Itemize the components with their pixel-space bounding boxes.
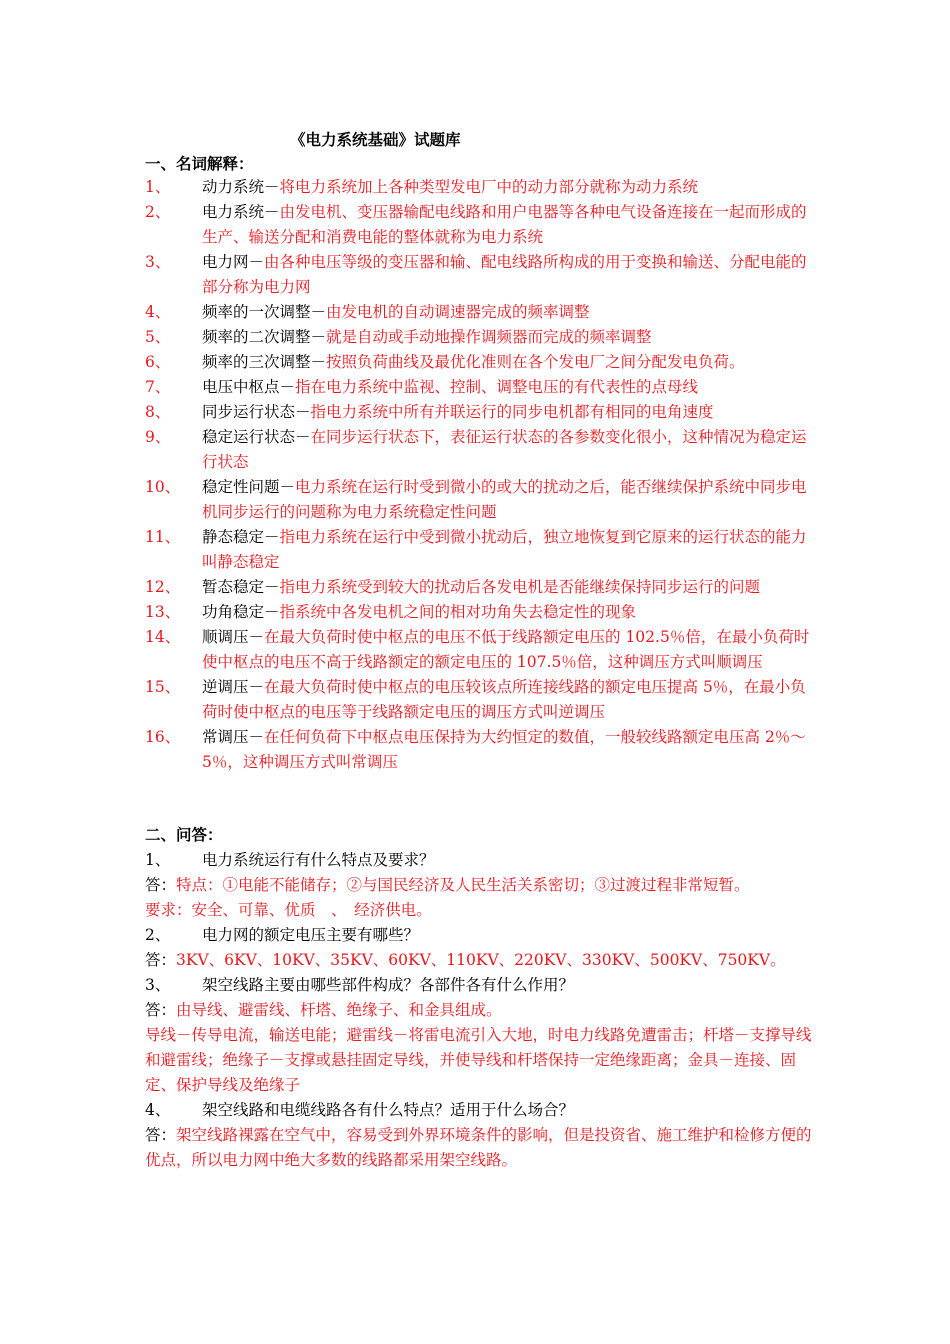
definition-item — [145, 175, 815, 200]
question-number: 1、 — [145, 851, 171, 869]
item-definition: 指电力系统中所有并联运行的同步电机都有相同的电角速度 — [310, 403, 714, 421]
item-number: 6、 — [145, 353, 171, 371]
definition-item — [145, 425, 815, 475]
item-term: 频率的三次调整－ — [202, 353, 327, 371]
answer-2 — [145, 948, 815, 973]
definition-item — [145, 325, 815, 350]
item-definition: 电力系统在运行时受到微小的或大的扰动之后，能否继续保护系统中同步电机同步运行的问题称为电力系统稳定性问题 — [202, 478, 807, 521]
item-body — [202, 400, 815, 425]
item-body — [202, 600, 815, 625]
answer-text: 由导线、避雷线、杆塔、绝缘子、和金具组成。 — [176, 1001, 502, 1019]
item-term: 电力系统－ — [202, 203, 280, 221]
question-3 — [145, 973, 815, 998]
item-body — [202, 175, 815, 200]
question-1 — [145, 848, 815, 873]
answer-text: 架空线路裸露在空气中，容易受到外界环境条件的影响，但是投资省、施工维护和检修方便的优点，所以电力网中绝大多数的线路都采用架空线路。 — [145, 1126, 812, 1169]
item-number: 13、 — [145, 603, 181, 621]
definition-item — [145, 350, 815, 375]
item-term: 静态稳定－ — [202, 528, 280, 546]
item-definition: 将电力系统加上各种类型发电厂中的动力部分就称为动力系统 — [279, 178, 699, 196]
definition-item — [145, 675, 815, 725]
item-number: 8、 — [145, 403, 171, 421]
item-body — [202, 250, 815, 300]
definition-item — [145, 250, 815, 300]
page-title: 《电力系统基础》试题库 — [290, 130, 461, 149]
question-number: 2、 — [145, 926, 171, 944]
answer-prefix: 答： — [145, 951, 177, 969]
question-text: 电力网的额定电压主要有哪些？ — [202, 926, 420, 944]
item-number: 15、 — [145, 678, 181, 696]
question-text: 电力系统运行有什么特点及要求？ — [202, 851, 435, 869]
question-4 — [145, 1098, 815, 1123]
item-number: 9、 — [145, 428, 171, 446]
item-definition: 按照负荷曲线及最优化准则在各个发电厂之间分配发电负荷。 — [326, 353, 745, 371]
item-term: 频率的一次调整－ — [202, 303, 327, 321]
item-body — [202, 350, 815, 375]
item-term: 稳定运行状态－ — [202, 428, 311, 446]
item-number: 14、 — [145, 628, 181, 646]
answer-prefix: 答： — [145, 876, 177, 894]
item-definition: 在任何负荷下中枢点电压保持为大约恒定的数值，一般较线路额定电压高 2％～5％，这种调压方式叫常调压 — [202, 728, 806, 771]
definition-item — [145, 400, 815, 425]
definition-item — [145, 200, 815, 250]
definition-item — [145, 725, 815, 775]
item-number: 4、 — [145, 303, 171, 321]
item-body — [202, 325, 815, 350]
item-body — [202, 575, 815, 600]
item-term: 电力网－ — [202, 253, 265, 271]
answer-3-continued: 导线－传导电流，输送电能；避雷线－将雷电流引入大地，时电力线路免遭雷击；杆塔－支撑导线和避雷线；绝缘子－支撑或悬挂固定导线，并使导线和杆塔保持一定绝缘距离；金具－连接、固定、保护导线及绝缘子 — [145, 1026, 812, 1094]
item-number: 1、 — [145, 178, 171, 196]
answer-1 — [145, 873, 815, 898]
item-number: 7、 — [145, 378, 171, 396]
item-number: 11、 — [145, 528, 181, 546]
definition-item — [145, 625, 815, 675]
item-body — [202, 375, 815, 400]
item-body — [202, 675, 815, 725]
item-body — [202, 725, 815, 775]
item-term: 功角稳定－ — [202, 603, 280, 621]
item-term: 常调压－ — [202, 728, 265, 746]
answer-text: 特点：①电能不能储存；②与国民经济及人民生活关系密切；③过渡过程非常短暂。 — [176, 876, 750, 894]
definition-item — [145, 300, 815, 325]
definition-item — [145, 600, 815, 625]
item-number: 3、 — [145, 253, 171, 271]
item-definition: 在最大负荷时使中枢点的电压不低于线路额定电压的 102.5％倍，在最小负荷时使中枢点的电压不高于线路额定的额定电压的 107.5％倍，这种调压方式叫顺调压 — [202, 628, 810, 671]
item-body — [202, 525, 815, 575]
item-number: 12、 — [145, 578, 181, 596]
item-definition: 指电力系统受到较大的扰动后各发电机是否能继续保持同步运行的问题 — [279, 578, 761, 596]
item-definition: 指电力系统在运行中受到微小扰动后，独立地恢复到它原来的运行状态的能力叫静态稳定 — [202, 528, 807, 571]
question-number: 3、 — [145, 976, 171, 994]
item-number: 16、 — [145, 728, 181, 746]
item-body — [202, 425, 815, 475]
answer-prefix: 答： — [145, 1001, 177, 1019]
question-2 — [145, 923, 815, 948]
item-definition: 指在电力系统中监视、控制、调整电压的有代表性的点母线 — [295, 378, 699, 396]
definition-item — [145, 575, 815, 600]
item-body — [202, 625, 815, 675]
section-heading-definitions: 一、名词解释： — [145, 154, 254, 173]
item-body — [202, 475, 815, 525]
question-text: 架空线路和电缆线路各有什么特点？适用于什么场合？ — [202, 1101, 575, 1119]
answer-text: 3KV、6KV、10KV、35KV、60KV、110KV、220KV、330KV、500KV、750KV。 — [176, 951, 786, 969]
qa-block — [145, 848, 815, 1173]
item-body — [202, 300, 815, 325]
item-body — [202, 200, 815, 250]
item-term: 频率的二次调整－ — [202, 328, 327, 346]
item-term: 电压中枢点－ — [202, 378, 296, 396]
definition-list — [145, 175, 815, 775]
answer-4 — [145, 1123, 815, 1173]
question-number: 4、 — [145, 1101, 171, 1119]
item-definition: 由发电机、变压器输配电线路和用户电器等各种电气设备连接在一起而形成的生产、输送分配和消费电能的整体就称为电力系统 — [202, 203, 807, 246]
item-number: 2、 — [145, 203, 171, 221]
section-heading-qa: 二、问答： — [145, 825, 223, 844]
item-term: 同步运行状态－ — [202, 403, 311, 421]
item-number: 10、 — [145, 478, 181, 496]
item-term: 顺调压－ — [202, 628, 265, 646]
item-definition: 就是自动或手动地操作调频器而完成的频率调整 — [326, 328, 652, 346]
answer-1-continued: 要求：安全、可靠、优质 、 经济供电。 — [145, 901, 432, 919]
answer-prefix: 答： — [145, 1126, 177, 1144]
definition-item — [145, 375, 815, 400]
item-number: 5、 — [145, 328, 171, 346]
definition-item — [145, 475, 815, 525]
item-term: 动力系统－ — [202, 178, 280, 196]
item-definition: 由各种电压等级的变压器和输、配电线路所构成的用于变换和输送、分配电能的部分称为电力网 — [202, 253, 807, 296]
answer-3 — [145, 998, 815, 1023]
item-definition: 在最大负荷时使中枢点的电压较该点所连接线路的额定电压提高 5％，在最小负荷时使中枢点的电压等于线路额定电压的调压方式叫逆调压 — [202, 678, 806, 721]
item-term: 稳定性问题－ — [202, 478, 296, 496]
question-text: 架空线路主要由哪些部件构成？各部件各有什么作用？ — [202, 976, 575, 994]
item-definition: 由发电机的自动调速器完成的频率调整 — [326, 303, 590, 321]
item-term: 暂态稳定－ — [202, 578, 280, 596]
item-term: 逆调压－ — [202, 678, 265, 696]
definition-item — [145, 525, 815, 575]
item-definition: 指系统中各发电机之间的相对功角失去稳定性的现象 — [279, 603, 637, 621]
item-definition: 在同步运行状态下，表征运行状态的各参数变化很小，这种情况为稳定运行状态 — [202, 428, 807, 471]
